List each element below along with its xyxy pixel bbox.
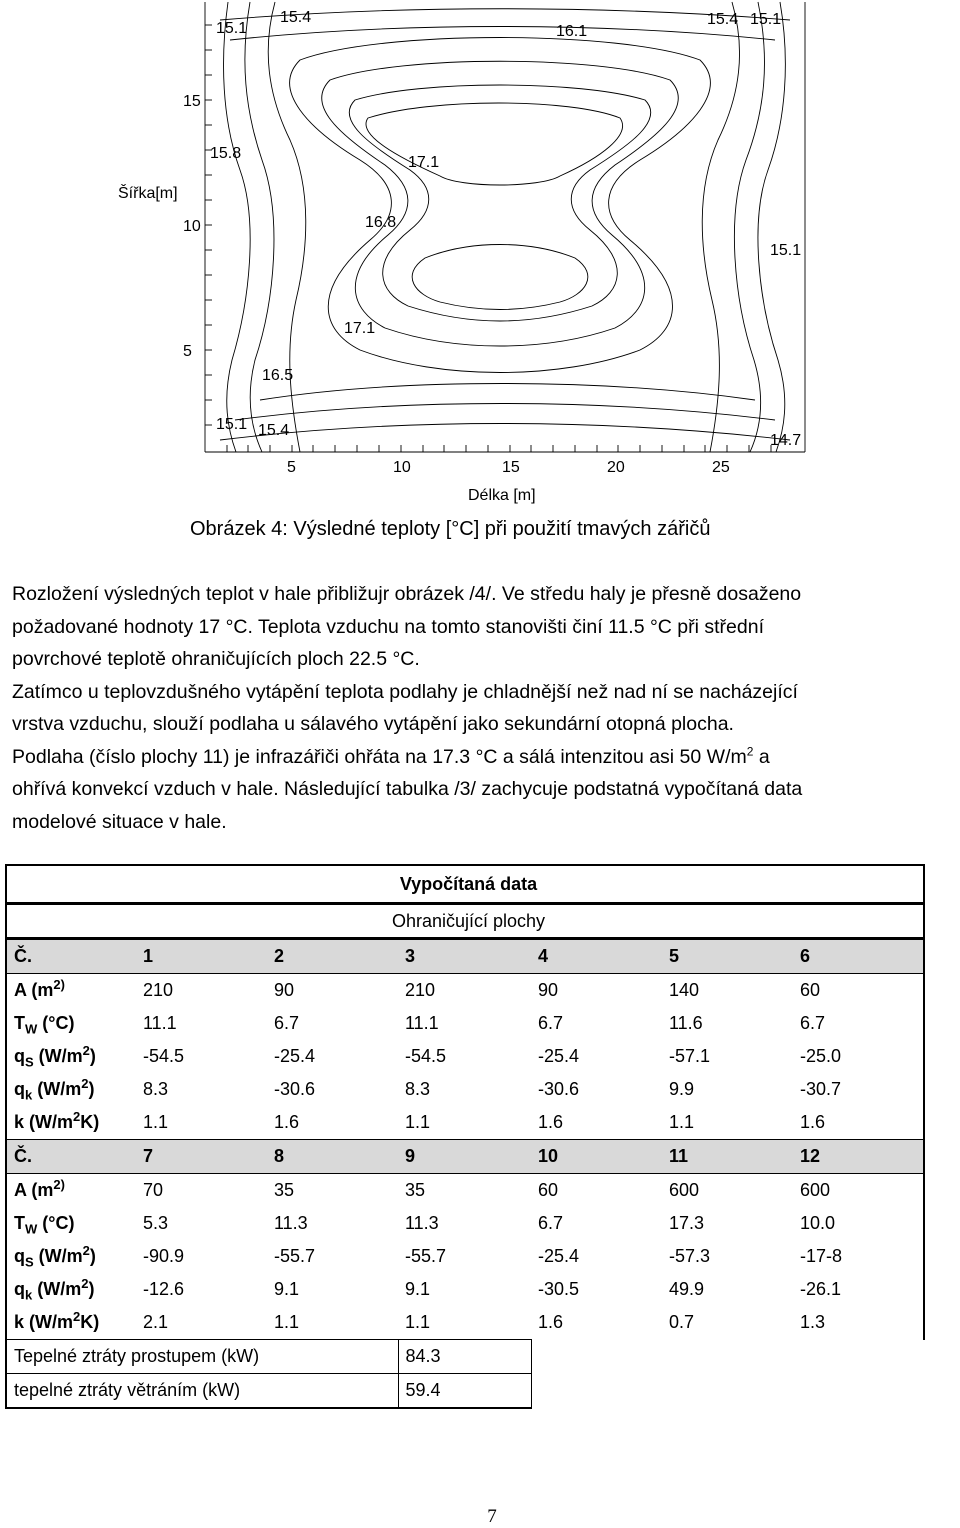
row-label-tail: (°C): [37, 1013, 75, 1033]
table-cell: 11.1: [143, 1013, 177, 1033]
table-header-row: [6, 939, 924, 974]
table-cell: 90: [538, 980, 559, 1000]
row-label-sub: S: [25, 1254, 34, 1270]
contour-label: 16.8: [365, 214, 397, 231]
total-label: Tepelné ztráty prostupem (kW): [6, 1340, 398, 1374]
page-number: 7: [487, 1506, 497, 1527]
table-cell: -26.1: [793, 1273, 924, 1306]
row-label-sup: 2): [53, 1177, 65, 1192]
row-label-sub: k: [25, 1287, 33, 1303]
table-cell: 1.1: [405, 1312, 431, 1332]
paragraph-line: vrstva vzduchu, slouží podlaha u sálavého vytápění jako sekundární otopná plocha.: [12, 713, 734, 735]
y-tick-label: 5: [183, 343, 192, 360]
table-cell: 7: [136, 1140, 267, 1174]
contour-label: 15.4: [280, 9, 312, 26]
table-cell: -90.9: [143, 1246, 185, 1266]
row-label-tail: (W/m: [32, 1079, 82, 1099]
contour-lines: [220, 2, 790, 452]
table-cell: 6.7: [274, 1013, 300, 1033]
y-axis-ticks: [205, 25, 212, 425]
table-cell: 90: [274, 980, 295, 1000]
row-label-sub: W: [25, 1021, 38, 1037]
table-cell: 12: [793, 1140, 924, 1174]
row-label-sub: S: [25, 1054, 34, 1070]
table-cell: 10.0: [793, 1207, 924, 1240]
x-tick-label: 15: [502, 459, 520, 476]
table-cell: -25.0: [793, 1040, 924, 1073]
x-tick-label: 25: [712, 459, 730, 476]
row-label-text: A (m: [14, 1180, 54, 1200]
row-label: Č.: [6, 1140, 136, 1174]
row-label: [6, 1207, 136, 1240]
contour-line: [220, 424, 790, 441]
row-label-sup: 2: [81, 1076, 89, 1091]
row-label-text: q: [14, 1079, 25, 1099]
table-cell: -30.6: [274, 1079, 316, 1099]
table-row: [6, 1240, 924, 1273]
totals-row: [6, 1374, 924, 1409]
row-label: [6, 1040, 136, 1073]
paragraph-line: povrchové teplotě ohraničujících ploch 22.5 °C.: [12, 648, 420, 670]
table-cell: 11.3: [405, 1213, 439, 1233]
row-label: [6, 1007, 136, 1040]
table-cell: 600: [793, 1174, 924, 1208]
table-cell: 1.3: [793, 1306, 924, 1340]
table-cell: 11.3: [274, 1213, 308, 1233]
table-cell: 5: [662, 939, 793, 974]
row-label-sup: 2: [73, 1309, 81, 1324]
contour-label: 15.1: [216, 20, 248, 37]
row-label-sup: 2: [82, 1043, 90, 1058]
table-cell: 4: [531, 939, 662, 974]
row-label-text: q: [14, 1246, 25, 1266]
paragraph-line: ohřívá konvekcí vzduch v hale. Následující tabulka /3/ zachycuje podstatná vypočítaná data: [12, 778, 803, 800]
row-label-text: q: [14, 1046, 25, 1066]
contour-label: 15.4: [707, 11, 739, 28]
row-label-sup: 2: [73, 1109, 81, 1124]
y-tick-label: 15: [183, 93, 201, 110]
table-cell: 3: [398, 939, 531, 974]
x-axis-ticks: [227, 445, 771, 452]
row-label-text: k (W/m: [14, 1312, 74, 1332]
x-tick-label: 20: [607, 459, 625, 476]
table-cell: 1.1: [405, 1112, 431, 1132]
row-label-sup: 2: [82, 1243, 90, 1258]
row-label-end: K): [80, 1312, 100, 1332]
row-label-text: A (m: [14, 980, 54, 1000]
table-cell: -55.7: [274, 1246, 316, 1266]
row-label-tail: (W/m: [33, 1046, 83, 1066]
row-label: [6, 1273, 136, 1306]
table-cell: 1.1: [274, 1312, 300, 1332]
empty-cell: [531, 1340, 924, 1374]
total-value: 84.3: [398, 1340, 531, 1374]
table-cell: -17-8: [793, 1240, 924, 1273]
table-header-row: [6, 1140, 924, 1174]
table-cell: 600: [669, 1180, 700, 1200]
row-label-sub: k: [25, 1087, 33, 1103]
contour-line: [702, 2, 739, 452]
table-cell: 35: [274, 1180, 295, 1200]
table-cell: 210: [405, 980, 436, 1000]
row-label: [6, 1174, 136, 1208]
table-cell: 9.1: [405, 1279, 431, 1299]
table-cell: 9: [398, 1140, 531, 1174]
contour-line: [366, 103, 623, 185]
table-cell: -30.5: [538, 1279, 580, 1299]
row-label: [6, 1306, 136, 1340]
table-row: [6, 1207, 924, 1240]
row-label: [6, 1106, 136, 1140]
contour-line: [230, 27, 775, 41]
paragraph-line: Zatímco u teplovzdušného vytápění teplota podlahy je chladnější než nad ní se nacházející: [12, 680, 798, 703]
row-label-sub: W: [25, 1221, 38, 1237]
table-cell: 1.1: [669, 1112, 695, 1132]
row-label-tail: (W/m: [33, 1246, 83, 1266]
table-cell: -25.4: [274, 1046, 316, 1066]
contour-label: 15.1: [770, 242, 802, 259]
table-cell: 6.7: [538, 1213, 564, 1233]
table-subtitle: Ohraničující plochy: [6, 904, 924, 939]
total-value: 59.4: [398, 1374, 531, 1409]
table-cell: 1.6: [538, 1112, 564, 1132]
table-cell: 6.7: [793, 1007, 924, 1040]
body-paragraph: [12, 578, 960, 838]
table-cell: -54.5: [405, 1046, 447, 1066]
row-label: Č.: [6, 939, 136, 974]
table-cell: 6.7: [538, 1013, 564, 1033]
table-cell: 35: [405, 1180, 426, 1200]
table-cell: 8.3: [143, 1079, 169, 1099]
table-row: [6, 1073, 924, 1106]
table-cell: -57.3: [669, 1246, 711, 1266]
table-row: [6, 1273, 924, 1306]
figure-caption: Obrázek 4: Výsledné teploty [°C] při použití tmavých zářičů: [190, 518, 711, 540]
contour-label: 15.8: [210, 145, 242, 162]
contour-label: 14.7: [770, 432, 802, 449]
paragraph-line: požadované hodnoty 17 °C. Teplota vzduchu na tomto stanovišti činí 11.5 °C při střední: [12, 615, 764, 638]
contour-label: 15.4: [258, 422, 290, 439]
table-cell: -57.1: [669, 1046, 711, 1066]
table-title: Vypočítaná data: [6, 865, 924, 904]
table-cell: -30.7: [793, 1073, 924, 1106]
table-cell: 60: [793, 974, 924, 1008]
contour-line: [412, 245, 588, 310]
x-tick-label: 10: [393, 459, 411, 476]
table-cell: -12.6: [143, 1279, 185, 1299]
table-cell: 1.6: [793, 1106, 924, 1140]
row-label-sup: 2): [53, 977, 65, 992]
table-subtitle-row: [6, 904, 924, 939]
table-cell: 11.1: [405, 1013, 439, 1033]
table-cell: -30.6: [538, 1079, 580, 1099]
contour-label: 15.1: [750, 11, 782, 28]
paragraph-line: Rozložení výsledných teplot v hale přibližujr obrázek /4/. Ve středu haly je přesně dosaženo: [12, 583, 802, 605]
table-cell: 10: [531, 1140, 662, 1174]
table-title-row: [6, 865, 924, 904]
totals-row: [6, 1340, 924, 1374]
table-cell: 140: [669, 980, 700, 1000]
row-label: [6, 974, 136, 1008]
contour-line: [322, 61, 679, 346]
table-row: [6, 1007, 924, 1040]
total-label: tepelné ztráty větráním (kW): [6, 1374, 398, 1409]
contour-label: 15.1: [216, 416, 248, 433]
paragraph-line: modelové situace v hale.: [12, 810, 227, 833]
row-label-text: q: [14, 1279, 25, 1299]
table-row: [6, 1106, 924, 1140]
row-label-text: k (W/m: [14, 1112, 74, 1132]
table-cell: 5.3: [143, 1213, 169, 1233]
table-cell: 210: [143, 980, 174, 1000]
contour-label: 16.1: [556, 23, 588, 40]
row-label-tail: (°C): [37, 1213, 75, 1233]
table-cell: 8: [267, 1140, 398, 1174]
x-axis-title: Délka [m]: [468, 487, 536, 504]
table-cell: 1: [136, 939, 267, 974]
contour-label: 16.5: [262, 367, 294, 384]
contour-plot: [0, 0, 960, 520]
y-tick-label: 10: [183, 218, 201, 235]
table-row: [6, 1174, 924, 1208]
table-cell: 8.3: [405, 1079, 431, 1099]
superscript: 2: [746, 744, 754, 758]
table-cell: 2.1: [143, 1312, 169, 1332]
table-cell: -54.5: [143, 1046, 185, 1066]
table-cell: -55.7: [405, 1246, 447, 1266]
paragraph-line-tail: a: [753, 745, 770, 768]
table-cell: 6: [793, 939, 924, 974]
contour-line: [349, 85, 651, 321]
table-cell: 70: [143, 1180, 164, 1200]
table-cell: 17.3: [669, 1213, 705, 1233]
paragraph-line-text: Podlaha (číslo plochy 11) je infrazářiči ohřáta na 17.3 °C a sálá intenzitou asi 50 W/m: [12, 745, 747, 768]
table-row: [6, 1040, 924, 1073]
x-tick-label: 5: [287, 459, 296, 476]
y-axis-title: Šířka[m]: [118, 185, 178, 202]
empty-cell: [531, 1374, 924, 1409]
row-label: [6, 1240, 136, 1273]
table-cell: 9.9: [669, 1079, 695, 1099]
row-label-end: K): [80, 1112, 100, 1132]
table-cell: 9.1: [274, 1279, 300, 1299]
table-cell: 11: [662, 1140, 793, 1174]
table-cell: 49.9: [669, 1279, 705, 1299]
computed-data-table: [5, 864, 925, 1409]
row-label: [6, 1073, 136, 1106]
row-label-end: ): [89, 1046, 96, 1066]
row-label-end: ): [88, 1079, 95, 1099]
table-cell: -25.4: [538, 1046, 580, 1066]
table-cell: -25.4: [538, 1246, 580, 1266]
contour-line: [758, 2, 785, 452]
row-label-text: T: [14, 1213, 25, 1233]
row-label-tail: (W/m: [32, 1279, 82, 1299]
row-label-end: ): [88, 1279, 95, 1299]
row-label-end: ): [89, 1246, 96, 1266]
row-label-text: T: [14, 1013, 25, 1033]
table-row: [6, 974, 924, 1008]
row-label-sup: 2: [81, 1276, 89, 1291]
table-cell: 1.6: [274, 1112, 300, 1132]
contour-line: [224, 2, 251, 452]
table-row: [6, 1306, 924, 1340]
contour-line: [260, 384, 755, 401]
table-cell: 1.6: [538, 1312, 564, 1333]
contour-line: [235, 404, 775, 421]
table-cell: 2: [267, 939, 398, 974]
table-cell: 1.1: [143, 1112, 169, 1132]
table-cell: 60: [538, 1180, 559, 1200]
paragraph-line: [12, 741, 960, 774]
contour-label: 17.1: [408, 154, 440, 171]
table-cell: 0.7: [669, 1312, 695, 1333]
contour-label: 17.1: [344, 320, 376, 337]
table-cell: 11.6: [669, 1013, 703, 1033]
